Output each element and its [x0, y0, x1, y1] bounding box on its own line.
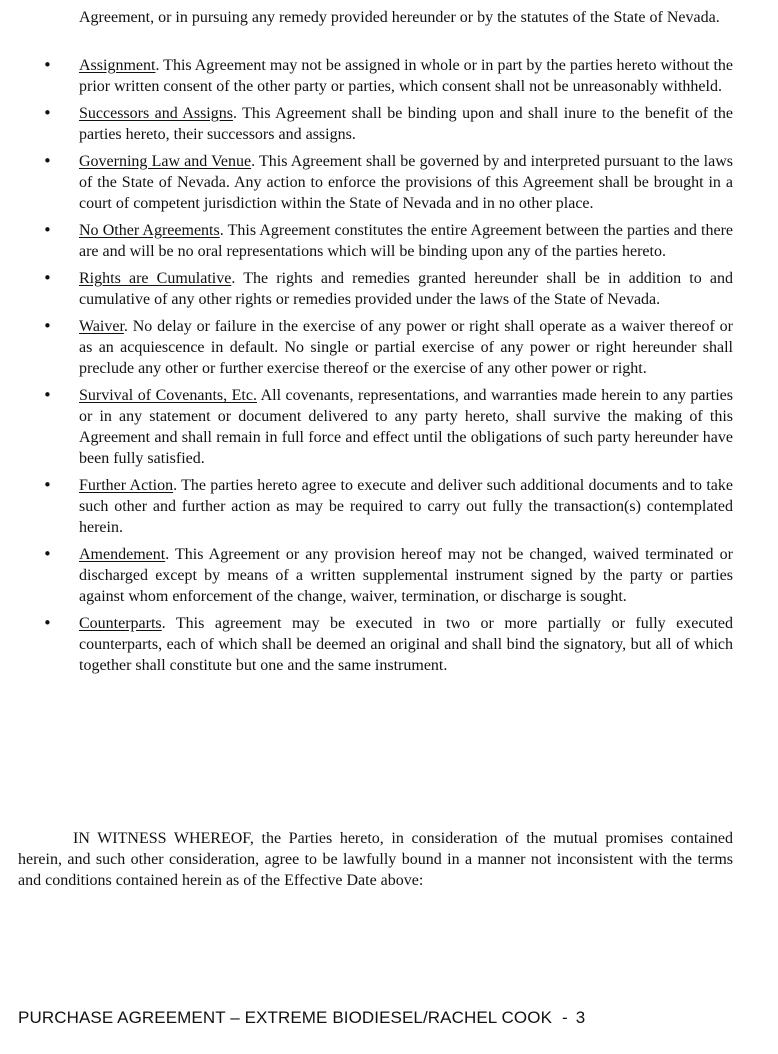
- bullet-icon: •: [43, 56, 52, 74]
- clause-heading: Successors and Assigns: [79, 105, 233, 122]
- clause-item: [0, 103, 733, 145]
- clause-body: . This Agreement constitutes the entire Agreement between the parties and there are and will be no oral representations which will be binding upon any of the parties hereto.: [79, 222, 734, 260]
- bullet-icon: •: [43, 152, 52, 170]
- bullet-icon: •: [43, 614, 52, 632]
- clause-body: . This Agreement may not be assigned in whole or in part by the parties hereto without the prior written consent of the other party or parties, which consent shall not be unreasonably withheld.: [79, 57, 733, 95]
- clause-item: [0, 151, 733, 214]
- clause-body: . The parties hereto agree to execute and deliver such additional documents and to take such other and further action as may be required to carry out fully the transaction(s) contemplated herein.: [79, 477, 734, 536]
- page-footer: [18, 1007, 758, 1028]
- bullet-icon: •: [43, 317, 52, 335]
- clause-body: All covenants, representations, and warranties made herein to any parties or in any statement or document delivered to any party hereto, shall survive the making of this Agreement and shall remain in full force and effect until the obligations of such party hereunder have been fully satisfied.: [79, 387, 733, 467]
- clause-item: [0, 475, 733, 538]
- bullet-icon: •: [43, 104, 52, 122]
- bullet-icon: •: [43, 221, 52, 239]
- bullet-icon: •: [43, 476, 52, 494]
- clause-item: [0, 385, 733, 469]
- clause-heading: Amendement: [79, 546, 166, 563]
- clause-item: [0, 268, 733, 310]
- clause-list: [0, 55, 778, 682]
- page-number: 3: [575, 1008, 586, 1027]
- footer-separator: -: [562, 1008, 568, 1027]
- clause-item: [0, 220, 733, 262]
- bullet-icon: •: [43, 269, 52, 287]
- clause-heading: Rights are Cumulative: [79, 270, 232, 287]
- clause-heading: Counterparts: [79, 615, 162, 632]
- bullet-icon: •: [43, 545, 52, 563]
- bullet-icon: •: [43, 386, 52, 404]
- clause-heading: Governing Law and Venue: [79, 153, 252, 170]
- clause-body: . This agreement may be executed in two or more partially or fully executed counterparts, each of which shall be deemed an original and shall bind the signatory, but all of which together shall constitute but one and the same instrument.: [79, 615, 733, 674]
- clause-body: . The rights and remedies granted hereunder shall be in addition to and cumulative of any other rights or remedies provided under the laws of the State of Nevada.: [79, 270, 733, 308]
- witness-paragraph: IN WITNESS WHEREOF, the Parties hereto, in consideration of the mutual promises contained herein, and such other consideration, agree to be lawfully bound in a manner not inconsistent with the terms and conditions contained herein as of the Effective Date above:: [18, 830, 733, 889]
- clause-heading: Further Action: [79, 477, 174, 494]
- clause-body: . This Agreement or any provision hereof may not be changed, waived terminated or discharged except by means of a written supplemental instrument signed by the party or parties against whom enforcement of the change, waiver, termination, or discharge is sought.: [79, 546, 733, 605]
- clause-item: [0, 316, 733, 379]
- footer-title: PURCHASE AGREEMENT – EXTREME BIODIESEL/RACHEL COOK: [18, 1008, 553, 1027]
- clause-heading: Waiver: [79, 318, 124, 335]
- clause-item: [0, 613, 733, 676]
- clause-heading: Survival of Covenants, Etc.: [79, 387, 257, 404]
- clause-body: . This Agreement shall be governed by and interpreted pursuant to the laws of the State of Nevada. Any action to enforce the provisions of this Agreement shall be brought in a court of competent jurisdiction within the State of Nevada and in no other place.: [79, 153, 733, 212]
- clause-heading: Assignment: [79, 57, 156, 74]
- clause-heading: No Other Agreements: [79, 222, 220, 239]
- clause-item: [0, 544, 733, 607]
- clause-item: [0, 55, 733, 97]
- clause-body: . No delay or failure in the exercise of any power or right shall operate as a waiver thereof or as an acquiescence in default. No single or partial exercise of any power or right hereunder shall preclude any other or further exercise thereof or the exercise of any other power or right.: [79, 318, 733, 377]
- clause-body: . This Agreement shall be binding upon and shall inure to the benefit of the parties hereto, their successors and assigns.: [79, 105, 734, 143]
- continuation-paragraph: Agreement, or in pursuing any remedy provided hereunder or by the statutes of the State of Nevada.: [79, 9, 720, 26]
